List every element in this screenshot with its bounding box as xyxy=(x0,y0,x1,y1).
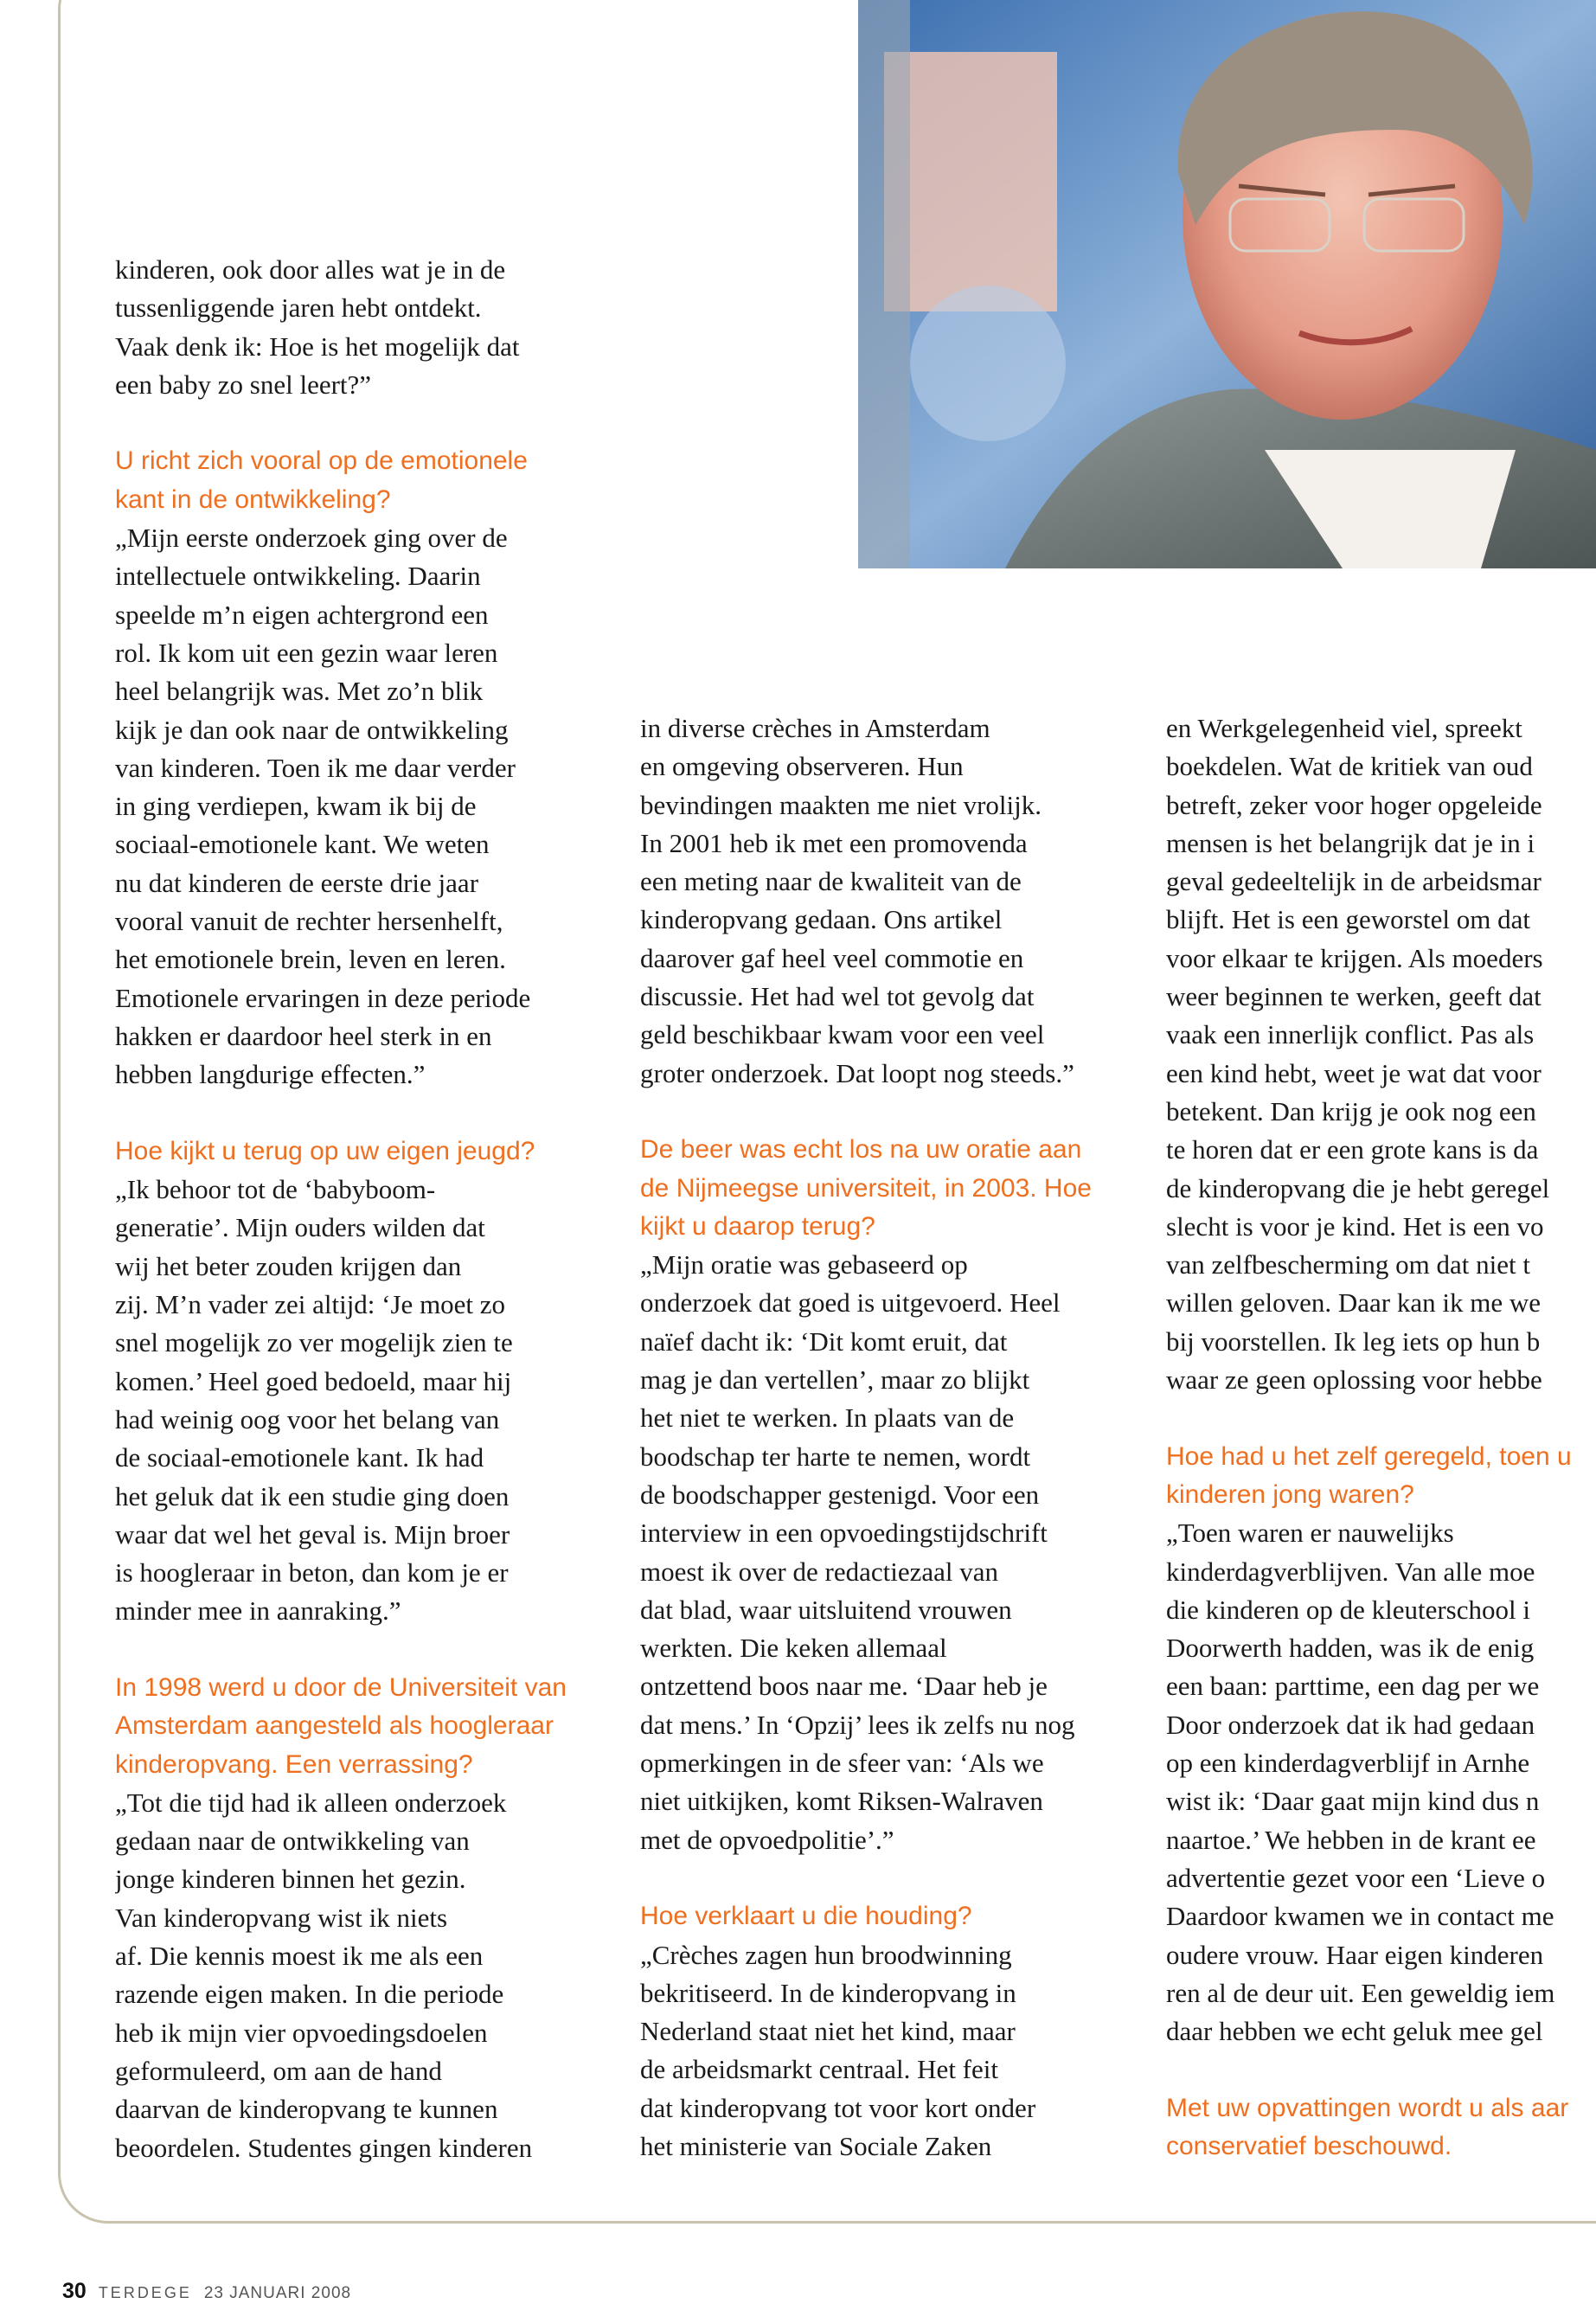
portrait-illustration xyxy=(858,0,1596,568)
text-line: het niet te werken. In plaats van de xyxy=(640,1402,1015,1434)
text-line: rol. Ik kom uit een gezin waar leren xyxy=(115,637,498,668)
text-line: bij voorstellen. Ik leg iets op hun b xyxy=(1166,1325,1541,1357)
text-line: bevindingen maakten me niet vrolijk. xyxy=(640,789,1042,820)
text-line: bekritiseerd. In de kinderopvang in xyxy=(640,1977,1016,2008)
text-line: komen.’ Heel goed bedoeld, maar hij xyxy=(115,1365,512,1396)
text-line: te horen dat er een grote kans is da xyxy=(1166,1134,1539,1165)
text-line: vooral vanuit de rechter hersenhelft, xyxy=(115,906,503,937)
text-line: advertentie gezet voor een ‘Lieve o xyxy=(1166,1862,1546,1893)
text-line: Daardoor kwamen we in contact me xyxy=(1166,1901,1554,1932)
issue-date: 23 JANUARI 2008 xyxy=(203,2284,352,2302)
text-line: snel mogelijk zo ver mogelijk zien te xyxy=(115,1327,513,1358)
paragraph-gap xyxy=(115,1631,625,1669)
text-line: dat blad, waar uitsluitend vrouwen xyxy=(640,1594,1012,1625)
text-line: van kinderen. Toen ik me daar verder xyxy=(115,752,516,783)
text-line: geformuleerd, om aan de hand xyxy=(115,2055,442,2086)
text-line: vaak een innerlijk conflict. Pas als xyxy=(1166,1019,1535,1050)
paragraph-gap xyxy=(1166,2050,1596,2089)
text-line: kinderopvang gedaan. Ons artikel xyxy=(640,904,1003,935)
text-line: een meting naar de kwaliteit van de xyxy=(640,866,1022,897)
text-line: Doorwerth hadden, was ik de enig xyxy=(1166,1633,1535,1664)
text-line: de boodschapper gestenigd. Voor een xyxy=(640,1479,1040,1510)
text-line: daarover gaf heel veel commotie en xyxy=(640,942,1024,973)
text-line: een kind hebt, weet je wat dat voor xyxy=(1166,1057,1542,1088)
text-line: dat mens.’ In ‘Opzij’ lees ik zelfs nu nog xyxy=(640,1709,1075,1740)
text-line: Van kinderopvang wist ik niets xyxy=(115,1902,448,1933)
text-line: Nederland staat niet het kind, maar xyxy=(640,2016,1016,2047)
text-line: mag je dan vertellen’, maar zo blijkt xyxy=(640,1364,1030,1396)
text-line: discussie. Het had wel tot gevolg dat xyxy=(640,981,1035,1012)
page-footer xyxy=(62,2279,351,2301)
text-line: in ging verdiepen, kwam ik bij de xyxy=(115,791,477,822)
text-line: ontzettend boos naar me. ‘Daar heb je xyxy=(640,1671,1048,1702)
text-line: op een kinderdagverblijf in Arnhe xyxy=(1166,1748,1530,1779)
text-line: kijk je dan ook naar de ontwikkeling xyxy=(115,714,509,745)
text-line: jonge kinderen binnen het gezin. xyxy=(115,1864,466,1895)
question-line: kinderen jong waren? xyxy=(1166,1479,1414,1509)
text-line: blijft. Het is een geworstel om dat xyxy=(1166,904,1530,935)
question-line: kant in de ontwikkeling? xyxy=(115,485,391,514)
text-line: en Werkgelegenheid viel, spreekt xyxy=(1166,713,1522,743)
text-line: interview in een opvoedingstijdschrift xyxy=(640,1518,1048,1549)
page-number: 30 xyxy=(62,2279,87,2303)
question-line: kijkt u daarop terug? xyxy=(640,1211,875,1241)
text-line: boekdelen. Wat de kritiek van oud xyxy=(1166,751,1533,782)
text-line: de arbeidsmarkt centraal. Het feit xyxy=(640,2054,998,2085)
article-column-3 xyxy=(1166,709,1596,2166)
text-line: beoordelen. Studentes gingen kinderen xyxy=(115,2132,533,2163)
text-line: mensen is het belangrijk dat je in i xyxy=(1166,827,1535,858)
question-line: Hoe had u het zelf geregeld, toen u xyxy=(1166,1441,1572,1471)
text-line: In 2001 heb ik met een promovenda xyxy=(640,827,1028,858)
text-line: werkten. Die keken allemaal xyxy=(640,1633,947,1664)
question-line: conservatief beschouwd. xyxy=(1166,2131,1452,2160)
text-line: naïef dacht ik: ‘Dit komt eruit, dat xyxy=(640,1325,1008,1357)
text-line: dat kinderopvang tot voor kort onder xyxy=(640,2092,1036,2123)
text-line: had weinig oog voor het belang van xyxy=(115,1403,500,1434)
question-line: Met uw opvattingen wordt u als aar xyxy=(1166,2093,1569,2122)
text-line: betreft, zeker voor hoger opgeleide xyxy=(1166,789,1542,820)
text-line: waar dat wel het geval is. Mijn broer xyxy=(115,1518,510,1550)
question-line: De beer was echt los na uw oratie aan xyxy=(640,1135,1082,1165)
text-line: wist ik: ‘Daar gaat mijn kind dus n xyxy=(1166,1786,1540,1817)
text-line: minder mee in aanraking.” xyxy=(115,1595,401,1627)
paragraph-gap xyxy=(115,404,625,442)
text-line: willen geloven. Daar kan ik me we xyxy=(1166,1287,1541,1319)
text-line: kinderdagverblijven. Van alle moe xyxy=(1166,1556,1535,1587)
text-line: zij. M’n vader zei altijd: ‘Je moet zo xyxy=(115,1289,506,1320)
text-line: gedaan naar de ontwikkeling van xyxy=(115,1826,470,1857)
text-line: hakken er daardoor heel sterk in en xyxy=(115,1020,492,1051)
text-line: „Toen waren er nauwelijks xyxy=(1166,1518,1454,1549)
text-line: speelde m’n eigen achtergrond een xyxy=(115,599,489,630)
text-line: „Mijn eerste onderzoek ging over de xyxy=(115,523,508,554)
article-column-1 xyxy=(115,251,625,2167)
text-line: Vaak denk ik: Hoe is het mogelijk dat xyxy=(115,331,520,362)
text-line: daarvan de kinderopvang te kunnen xyxy=(115,2094,498,2125)
text-line: de kinderopvang die je hebt geregel xyxy=(1166,1172,1550,1203)
text-line: weer beginnen te werken, geeft dat xyxy=(1166,981,1542,1012)
text-line: een baan: parttime, een dag per we xyxy=(1166,1671,1540,1702)
text-line: groter onderzoek. Dat loopt nog steeds.” xyxy=(640,1057,1074,1088)
text-line: moest ik over de redactiezaal van xyxy=(640,1556,998,1587)
text-line: af. Die kennis moest ik me als een xyxy=(115,1941,484,1972)
text-line: generatie’. Mijn ouders wilden dat xyxy=(115,1212,485,1243)
question-line: kinderopvang. Een verrassing? xyxy=(115,1749,473,1779)
text-line: die kinderen op de kleuterschool i xyxy=(1166,1594,1530,1625)
text-line: geld beschikbaar kwam voor een veel xyxy=(640,1019,1045,1050)
text-line: kinderen, ook door alles wat je in de xyxy=(115,254,506,285)
text-line: intellectuele ontwikkeling. Daarin xyxy=(115,561,481,592)
question-line: de Nijmeegse universiteit, in 2003. Hoe xyxy=(640,1173,1092,1203)
text-line: voor elkaar te krijgen. Als moeders xyxy=(1166,942,1543,973)
paragraph-gap xyxy=(115,1094,625,1133)
question-line: Hoe kijkt u terug op uw eigen jeugd? xyxy=(115,1136,535,1165)
text-line: opmerkingen in de sfeer van: ‘Als we xyxy=(640,1748,1044,1779)
text-line: de sociaal-emotionele kant. Ik had xyxy=(115,1442,484,1473)
text-line: niet uitkijken, komt Riksen-Walraven xyxy=(640,1786,1043,1817)
text-line: heel belangrijk was. Met zo’n blik xyxy=(115,676,484,707)
text-line: nu dat kinderen de eerste drie jaar xyxy=(115,867,479,898)
text-line: wij het beter zouden krijgen dan xyxy=(115,1250,462,1281)
text-line: ren al de deur uit. Een geweldig iem xyxy=(1166,1977,1555,2008)
text-line: Emotionele ervaringen in deze periode xyxy=(115,982,531,1013)
text-line: het emotionele brein, leven en leren. xyxy=(115,944,506,975)
paragraph-gap xyxy=(1166,1399,1596,1437)
question-line: Hoe verklaart u die houding? xyxy=(640,1902,972,1931)
text-line: en omgeving observeren. Hun xyxy=(640,751,964,782)
text-line: een baby zo snel leert?” xyxy=(115,369,372,400)
paragraph-gap xyxy=(640,1859,1159,1897)
text-line: oudere vrouw. Haar eigen kinderen xyxy=(1166,1939,1544,1970)
text-line: naartoe.’ We hebben in de krant ee xyxy=(1166,1824,1536,1855)
portrait-photo xyxy=(858,0,1596,568)
text-line: Door onderzoek dat ik had gedaan xyxy=(1166,1709,1535,1740)
text-line: daar hebben we echt geluk mee gel xyxy=(1166,2016,1543,2047)
paragraph-gap xyxy=(640,1093,1159,1131)
text-line: slecht is voor je kind. Het is een vo xyxy=(1166,1210,1544,1242)
text-line: tussenliggende jaren hebt ontdekt. xyxy=(115,292,482,324)
text-line: van zelfbescherming om dat niet t xyxy=(1166,1249,1530,1280)
text-line: in diverse crèches in Amsterdam xyxy=(640,713,990,743)
text-line: „Crèches zagen hun broodwinning xyxy=(640,1939,1012,1970)
question-line: U richt zich vooral op de emotionele xyxy=(115,446,528,476)
text-line: het ministerie van Sociale Zaken xyxy=(640,2130,992,2161)
text-line: „Ik behoor tot de ‘babyboom- xyxy=(115,1174,436,1205)
magazine-name: TERDEGE xyxy=(98,2284,192,2301)
text-line: met de opvoedpolitie’.” xyxy=(640,1824,894,1855)
text-line: waar ze geen oplossing voor hebbe xyxy=(1166,1364,1542,1396)
article-column-2 xyxy=(640,709,1159,2166)
text-line: „Mijn oratie was gebaseerd op xyxy=(640,1249,968,1280)
text-line: razende eigen maken. In die periode xyxy=(115,1979,504,2010)
question-line: In 1998 werd u door de Universiteit van xyxy=(115,1672,567,1702)
question-line: Amsterdam aangesteld als hoogleraar xyxy=(115,1711,554,1741)
text-line: hebben langdurige effecten.” xyxy=(115,1059,426,1090)
text-line: boodschap ter harte te nemen, wordt xyxy=(640,1441,1031,1472)
text-line: geval gedeeltelijk in de arbeidsmar xyxy=(1166,866,1542,897)
text-line: het geluk dat ik een studie ging doen xyxy=(115,1480,510,1511)
text-line: onderzoek dat goed is uitgevoerd. Heel xyxy=(640,1287,1061,1319)
text-line: heb ik mijn vier opvoedingsdoelen xyxy=(115,2017,488,2048)
text-line: sociaal-emotionele kant. We weten xyxy=(115,829,490,860)
text-line: is hoogleraar in beton, dan kom je er xyxy=(115,1557,509,1588)
text-line: „Tot die tijd had ik alleen onderzoek xyxy=(115,1787,507,1818)
text-line: betekent. Dan krijg je ook nog een xyxy=(1166,1095,1536,1126)
